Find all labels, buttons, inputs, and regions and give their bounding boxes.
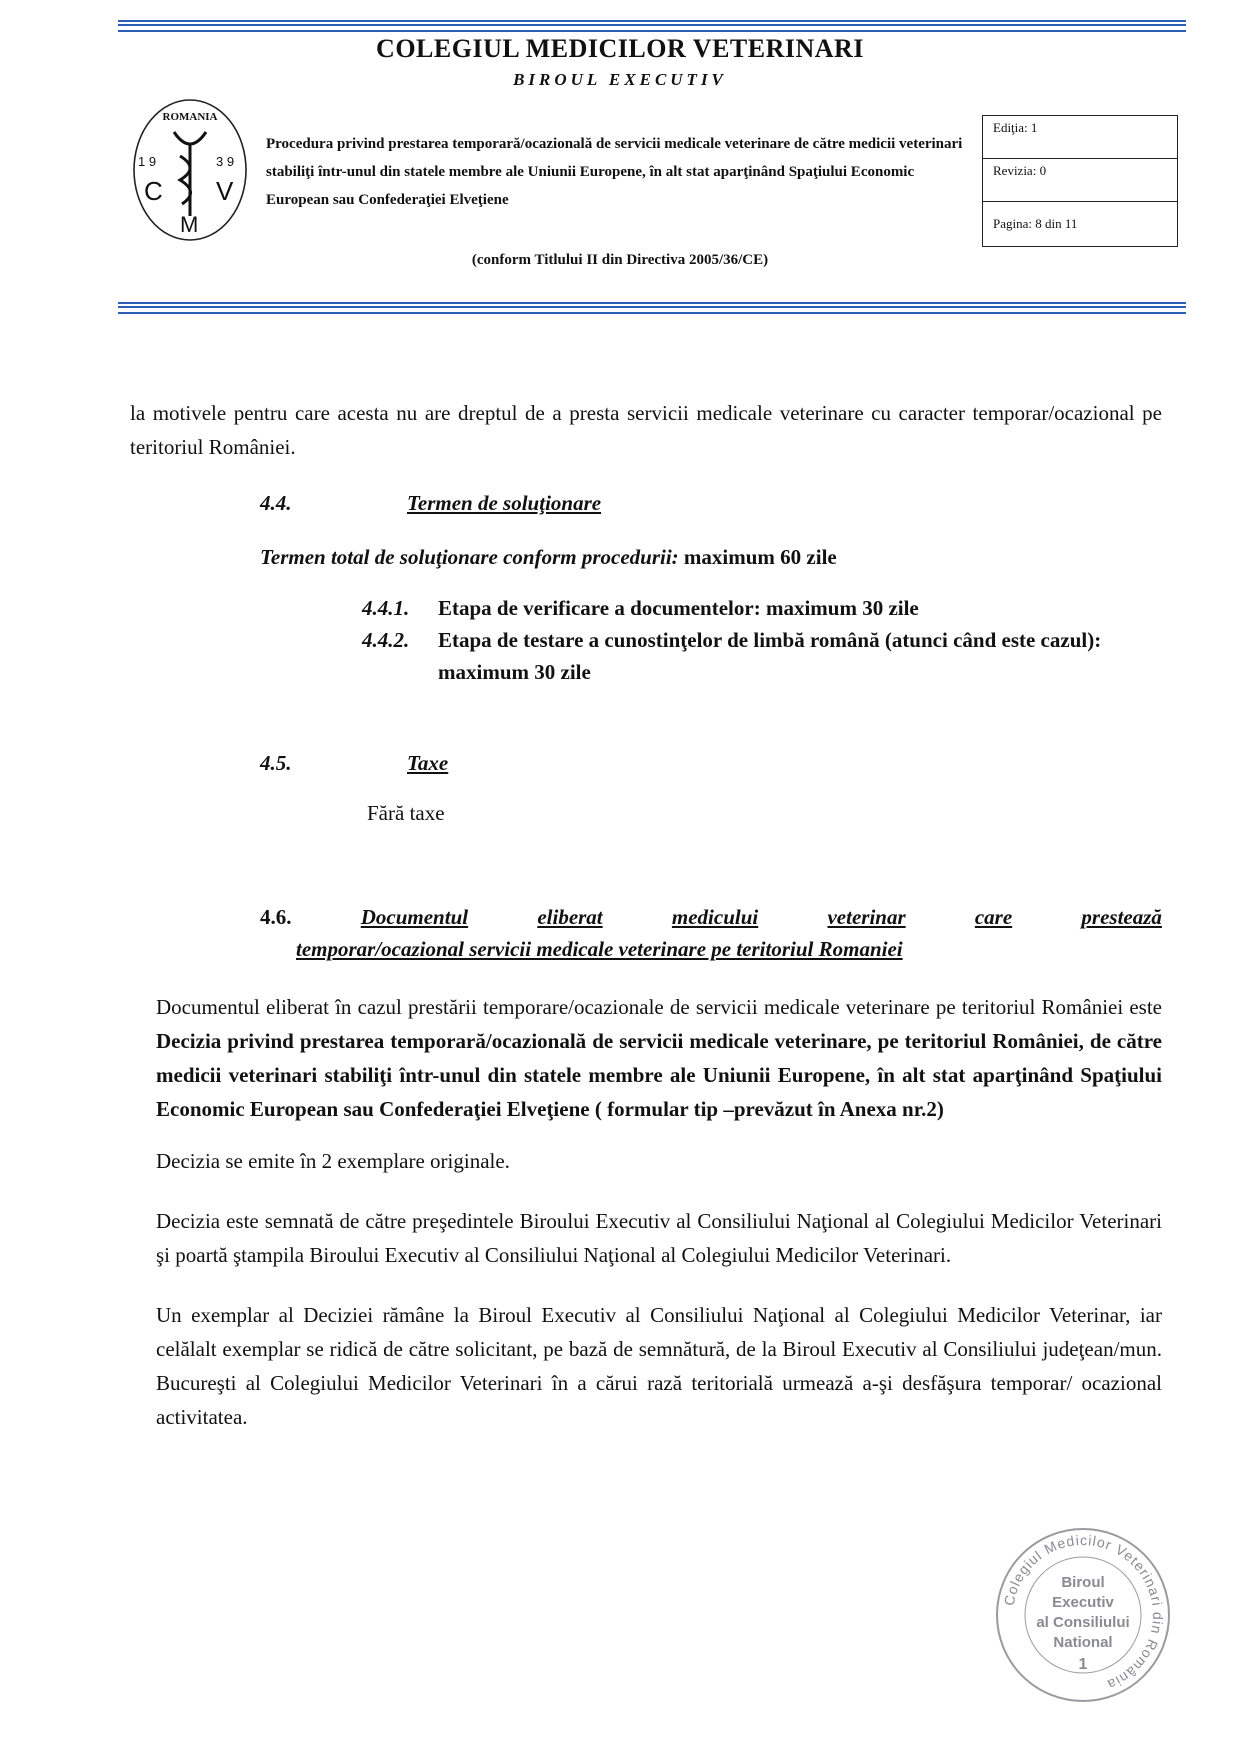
list-item: [362, 624, 1162, 688]
total-term-line: [130, 540, 1162, 574]
step-text: Etapa de testare a cunostinţelor de limbă română (atunci când este cazul): maximum 30 zile: [438, 628, 1102, 684]
section-title-line-1: [260, 900, 1162, 934]
title-word: medicului: [671, 905, 759, 929]
step-number: 4.4.2.: [362, 628, 410, 652]
list-item: [362, 592, 1162, 624]
section-number: 4.6.: [260, 905, 292, 929]
section-title: Taxe: [407, 751, 449, 775]
stamp-line-1: Biroul: [1061, 1574, 1105, 1591]
header-rule-bottom: [118, 302, 1186, 314]
logo-year-left: 1 9: [138, 154, 157, 169]
document-info-box: [982, 115, 1178, 247]
title-word: veterinar: [827, 905, 906, 929]
step-number: 4.4.1.: [362, 596, 410, 620]
department-name: BIROUL EXECUTIV: [513, 70, 727, 89]
caduceus-icon: [174, 132, 206, 216]
stamp-line-2: Executiv: [1052, 1594, 1114, 1611]
signature-paragraph: Decizia este semnată de către preşedintele Biroului Executiv al Consiliului Naţional al Colegiului Medicilor Veterinari şi poartă ştampila Biroului Executiv al Consiliului Naţional al Colegiului Medicilor Veterinari.: [156, 1209, 1162, 1267]
document-body: [130, 396, 1162, 1434]
page-number-field: Pagina: 8 din 11: [993, 216, 1078, 231]
total-term-value: maximum 60 zile: [683, 545, 837, 569]
distribution-paragraph: Un exemplar al Deciziei rămâne la Biroul Executiv al Consiliului Naţional al Colegiului Medicilor Veterinar, iar celălalt exemplar se ridică de către solicitant, pe bază de semnătură, de la Biroul Executiv al Consiliului judeţean/mun. Bucureşti al Colegiului Medicilor Veterinari în a cărui rază teritorială urmează a-şi desfăşura temporar/ ocazional activitatea.: [156, 1303, 1162, 1429]
cmv-logo: [130, 96, 250, 244]
procedure-title: Procedura privind prestarea temporară/ocazională de servicii medicale veterinare de către medicii veterinari stabiliţi într-unul din statele membre ale Uniunii Europene, în alt stat aparţinând Spaţiului Economic European sau Confederaţiei Elveţiene: [266, 136, 963, 208]
step-text: Etapa de verificare a documentelor: maximum 30 zile: [438, 596, 919, 620]
edition-field: Ediţia: 1: [983, 116, 1177, 159]
title-word: eliberat: [537, 905, 603, 929]
section-title: Termen de soluţionare: [407, 491, 602, 515]
stamp-line-3: al Consiliului: [1036, 1614, 1130, 1631]
section-title-line-2: [260, 934, 1162, 964]
decision-title-bold: Decizia privind prestarea temporară/ocazională de servicii medicale veterinare, pe teritoriul României, de către medicii veterinari stabiliţi într-unul din statele membre ale Uniunii Europene, în alt stat aparţinând Spaţiului Economic European sau Confederaţiei Elveţiene ( formular tip –prevăzut în Anexa nr.2): [156, 1029, 1162, 1121]
title-word: Documentul: [360, 905, 469, 929]
paragraph-text: Documentul eliberat în cazul prestării temporare/ocazionale de servicii medicale veterinare pe teritoriul României este: [156, 995, 1162, 1019]
revision-field: Revizia: 0: [983, 159, 1177, 202]
section-4-6-heading: [130, 900, 1162, 964]
stamp-number: 1: [1078, 1656, 1088, 1673]
logo-letter-c: C: [144, 176, 163, 206]
section-4-5-heading: [130, 746, 1162, 780]
intro-paragraph: la motivele pentru care acesta nu are dreptul de a presta servicii medicale veterinare cu caracter temporar/ocazional pe teritoriul României.: [130, 401, 1162, 459]
document-paragraph: [130, 990, 1162, 1126]
logo-letter-v: V: [216, 176, 234, 206]
copies-paragraph: Decizia se emite în 2 exemplare originale.: [156, 1149, 510, 1173]
title-word: care: [974, 905, 1013, 929]
official-stamp: [993, 1525, 1173, 1705]
logo-letter-m: M: [180, 212, 199, 237]
title-word: prestează: [1081, 905, 1162, 929]
org-name: COLEGIUL MEDICILOR VETERINARI: [376, 34, 864, 63]
stamp-ring-text: Colegiul Medicilor Veterinari din România: [1000, 1531, 1167, 1694]
section-4-4-heading: [130, 486, 1162, 520]
logo-country-text: ROMANIA: [162, 111, 218, 123]
term-steps-list: [130, 592, 1162, 688]
logo-year-right: 3 9: [216, 154, 235, 169]
header-rule-top: [118, 20, 1186, 32]
directive-note: (conform Titlului II din Directiva 2005/36/CE): [471, 252, 769, 268]
title-continuation: temporar/ocazional servicii medicale veterinare pe teritoriul Romaniei: [296, 937, 903, 961]
total-term-label: Termen total de soluţionare conform procedurii:: [260, 545, 679, 569]
section-number: 4.5.: [260, 751, 292, 775]
fees-text: Fără taxe: [367, 801, 445, 825]
stamp-line-4: National: [1053, 1634, 1113, 1651]
section-number: 4.4.: [260, 491, 292, 515]
